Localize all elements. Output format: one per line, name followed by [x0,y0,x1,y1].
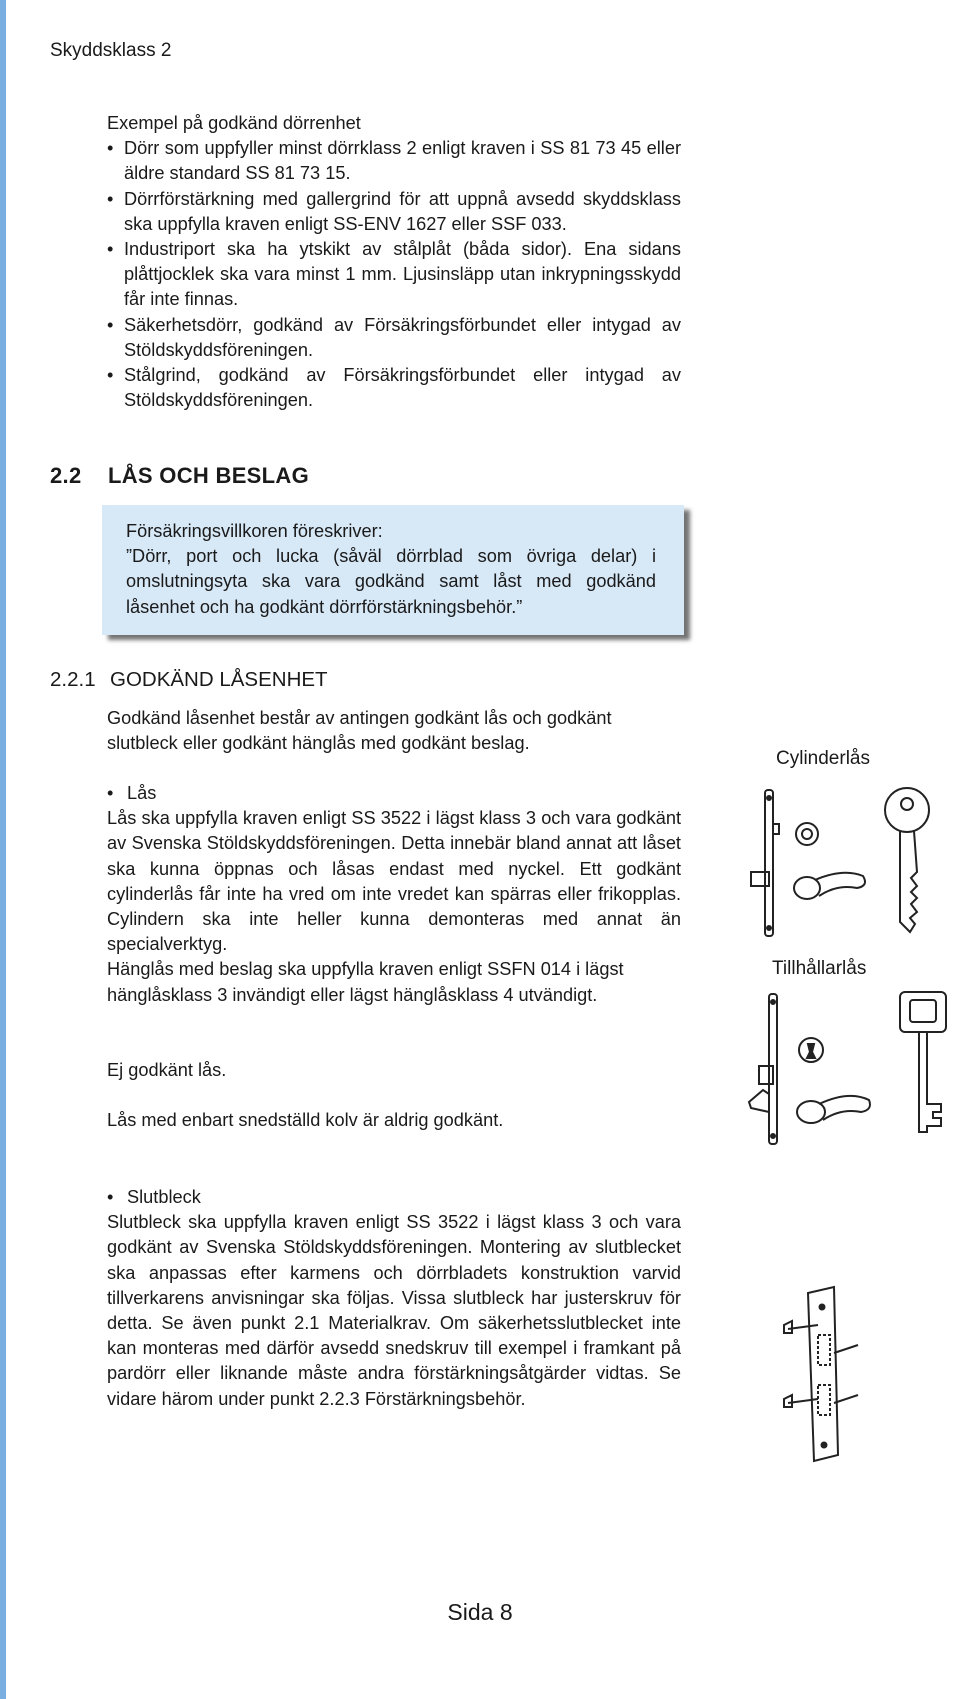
lock-faceplate [765,790,773,936]
strike-label-row [107,1185,681,1210]
screw [767,926,771,930]
padlock-requirements: Hänglås med beslag ska uppfylla kraven enligt SSFN 014 i lägst hänglåsklass 3 invändigt eller lägst hänglåsklass 4 utvändigt. [107,959,624,1005]
section-number: 2.2.1 [50,668,96,691]
section-title: GODKÄND LÅSENHET [110,668,328,691]
running-header: Skyddsklass 2 [50,40,172,61]
key-hole [901,798,913,810]
figure-caption-cylinder-lock: Cylinderlås [776,748,870,769]
lock-label: Lås [127,783,157,803]
screw [822,1443,827,1448]
lock-section [107,781,681,1008]
section-number: 2.2 [50,463,82,488]
dead-bolt [751,872,769,886]
lock-unit-intro: Godkänd låsenhet består av antingen godkänt lås och godkänt slutbleck eller godkänt hänglås med godkänt beslag. [107,708,612,754]
screw [771,1134,775,1138]
key-hole [910,1000,936,1022]
callout-quote: ”Dörr, port och lucka (såväl dörrblad som övriga delar) i omslutningsyta ska vara godkänd samt låst med godkänd låsenhet och ha godkänt dörrförstärkningsbehör.” [126,546,656,617]
handle-rosette [797,1101,825,1123]
latch-bolt [773,824,779,834]
mortise-lock-illustration [745,990,960,1150]
door-handle [819,1096,870,1120]
list-item: • Säkerhetsdörr, godkänd av Försäkringsförbundet eller intygad av Stöldskyddsföreningen. [107,313,681,363]
lock-label-row [107,781,681,806]
callout-text [126,519,656,620]
key-bow [900,992,946,1032]
latch-opening [818,1335,830,1365]
strike-requirements: Slutbleck ska uppfylla kraven enligt SS 3522 i lägst klass 3 och vara godkänt av Svenska Stöldskyddsföreningen. Montering av slutblecket ska anpassas efter karmens och dörrbladets konstruktion varvid tillverkarens anvisningar ska följas. Vissa slutbleck har justerskruv för detta. Se även punkt 2.1 Materialkrav. Om säkerhetsslutblecket inte kan monteras med därför avsedd snedskruv till exempel i framkant på pardörr eller liknande måste andra förstärkningsåtgärder vidtas. Se vidare härom under punkt 2.2.3 Förstärkningsbehör. [107,1212,681,1409]
figure-caption-mortise-lock: Tillhållarlås [772,958,867,979]
bolt-opening [818,1385,830,1415]
oblique-screw [784,1321,818,1333]
section-heading-2-2-1 [50,668,328,692]
adjustment-screw [834,1345,858,1403]
list-item: • Dörrförstärkning med gallergrind för att uppnå avsedd skyddsklass ska uppfylla kraven enligt SS-ENV 1627 eller SSF 033. [107,187,681,237]
cylinder-rosette [796,823,818,845]
bullet-glyph: • [107,1187,114,1207]
key-blade [900,831,917,932]
section-title: LÅS OCH BESLAG [108,463,309,488]
screw [771,1000,775,1004]
lock-requirements: Lås ska uppfylla kraven enligt SS 3522 i lägst klass 3 och vara godkänt av Svenska Stöldskyddsföreningen. Detta innebär bland annat att låset ska kunna öppnas och låsas endast med nyckel. Ett godkänt cylinderlås får inte ha vred om inte vredet kan spärras eller frikopplas. Cylindern ska inte heller kunna demonteras med annat än specialverktyg. [107,808,681,955]
latch-bolt [749,1090,769,1112]
not-approved-text: Lås med enbart snedställd kolv är aldrig godkänt. [107,1110,504,1130]
dead-bolt [759,1066,773,1084]
screw [820,1305,825,1310]
keyhole [807,1044,815,1058]
door-example-section [107,111,681,413]
bullet-glyph: • [107,783,114,803]
list-item: • Stålgrind, godkänd av Försäkringsförbundet eller intygad av Stöldskyddsföreningen. [107,363,681,413]
key-shaft [919,1032,941,1132]
list-item: • Industriport ska ha ytskikt av stålplåt (båda sidor). Ena sidans plåttjocklek ska vara minst 1 mm. Ljusinsläpp utan inkrypningsskydd får inte finnas. [107,237,681,313]
cylinder-core [802,829,812,839]
door-handle [815,873,865,896]
strike-plate-section [107,1185,681,1412]
strike-plate [808,1287,838,1461]
strike-plate-illustration [778,1285,868,1465]
page-edge-bar [0,0,6,1699]
not-approved-title: Ej godkänt lås. [107,1060,227,1080]
list-item: • Dörr som uppfyller minst dörrklass 2 enligt kraven i SS 81 73 45 eller äldre standard SS 81 73 15. [107,136,681,186]
section-heading-2-2 [50,463,309,489]
page-number: Sida 8 [447,1599,513,1625]
cylinder-lock-illustration [745,782,960,942]
strike-label: Slutbleck [127,1187,201,1207]
callout-intro: Försäkringsvillkoren föreskriver: [126,521,383,541]
screw [767,796,771,800]
door-example-heading: Exempel på godkänd dörrenhet [107,113,361,133]
